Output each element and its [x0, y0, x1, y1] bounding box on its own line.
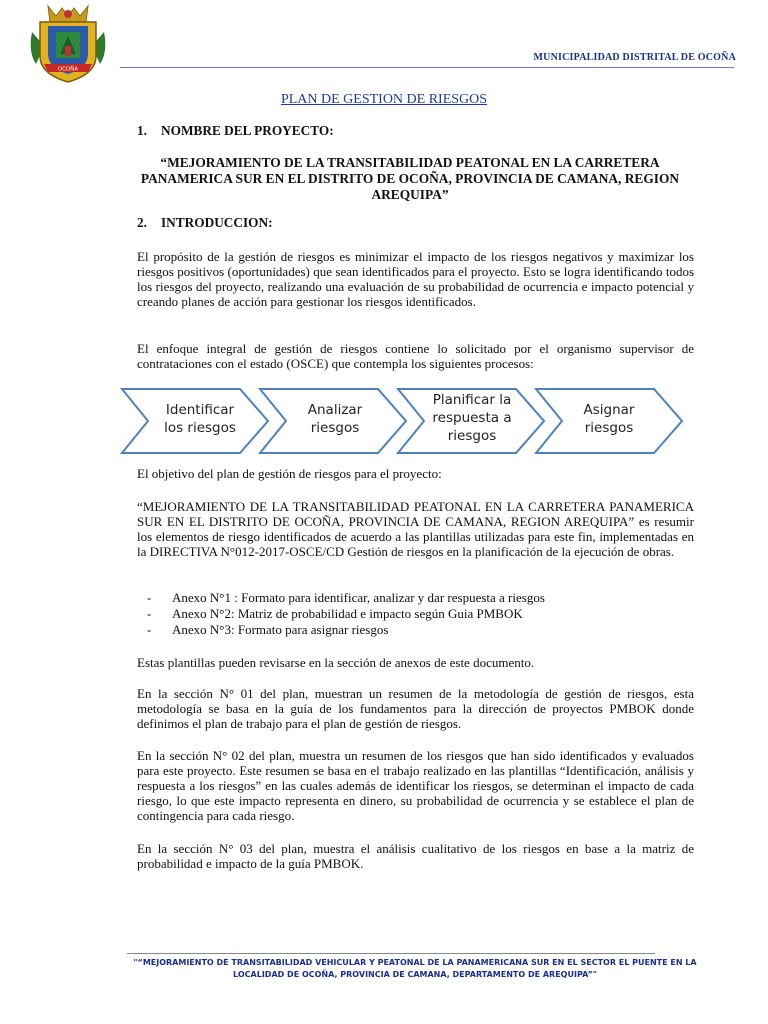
section-number: 2.	[137, 215, 147, 230]
section-01-paragraph: En la sección N° 01 del plan, muestran un resumen de la metodología de gestión de riesgos, esta metodología se basa en la guía de los fundamentos para la dirección de proyectos PMBOK donde definimos el plan de trabajo para el plan de gestión de riesgos.	[137, 686, 694, 731]
approach-paragraph: El enfoque integral de gestión de riesgos contiene lo solicitado por el organismo supervisor de contrataciones con el estado (OSCE) que contempla los siguientes procesos:	[137, 341, 694, 371]
header-divider	[120, 67, 734, 68]
section-title: NOMBRE DEL PROYECTO:	[161, 123, 334, 138]
municipal-crest-logo	[26, 2, 110, 86]
footer-divider	[127, 953, 655, 954]
section-02-paragraph: En la sección N° 02 del plan, muestra un resumen de los riesgos que han sido identificados y evaluados para este proyecto. Este resumen se basa en el trabajo realizado en las plantillas “Identificación, análisis y respuesta a los riesgos” en las cuales además de identificar los riesgos, se determinan el impacto de cada riesgo, lo que este impacto representa en dinero, su probabilidad de ocurrencia y se establece el plan de contingencia para cada riesgo.	[137, 748, 694, 823]
process-step-label: Planificar la	[432, 392, 512, 408]
process-step-label: respuesta a	[432, 410, 512, 426]
templates-paragraph: Estas plantillas pueden revisarse en la sección de anexos de este documento.	[137, 655, 535, 670]
process-step-label: riesgos	[584, 420, 634, 436]
process-step-analyze	[260, 389, 406, 453]
footer-project-title	[115, 957, 715, 981]
list-dash: -	[147, 590, 152, 605]
list-item	[137, 622, 694, 638]
objective-paragraph: El objetivo del plan de gestión de riesgos para el proyecto:	[137, 466, 442, 481]
list-item	[137, 590, 694, 606]
section-heading-introduction	[137, 215, 273, 231]
annex-list	[137, 590, 694, 638]
crest-label: OCOÑA	[57, 66, 79, 73]
process-step-label: Asignar	[583, 402, 635, 418]
municipality-header: MUNICIPALIDAD DISTRITAL DE OCOÑA	[533, 52, 736, 63]
annex-item-text: Anexo N°3: Formato para asignar riesgos	[172, 622, 389, 637]
section-03-paragraph: En la sección N° 03 del plan, muestra el análisis cualitativo de los riesgos en base a la matriz de probabilidad e impacto de la guía PMBOK.	[137, 841, 694, 871]
footer-line: LOCALIDAD DE OCOÑA, PROVINCIA DE CAMANA, DEPARTAMENTO DE AREQUIPA”"	[233, 970, 597, 979]
section-heading-project-name	[137, 123, 334, 139]
annex-item-text: Anexo N°1 : Formato para identificar, analizar y dar respuesta a riesgos	[172, 590, 545, 605]
process-step-label: Analizar	[307, 402, 363, 418]
annex-item-text: Anexo N°2: Matriz de probabilidad e impacto según Guia PMBOK	[172, 606, 523, 621]
process-step-assign	[536, 389, 682, 453]
process-step-label: riesgos	[310, 420, 360, 436]
project-name: “MEJORAMIENTO DE LA TRANSITABILIDAD PEATONAL EN LA CARRETERA PANAMERICA SUR EN EL DISTRITO DE OCOÑA, PROVINCIA DE CAMANA, REGION AREQUIPA”	[140, 155, 680, 202]
section-number: 1.	[137, 123, 147, 138]
process-step-plan-response	[398, 389, 544, 453]
footer-line: "“MEJORAMIENTO DE TRANSITABILIDAD VEHICULAR Y PEATONAL DE LA PANAMERICANA SUR EN EL SECTOR EL PUENTE EN LA	[133, 958, 697, 967]
section-title: INTRODUCCION:	[161, 215, 273, 230]
list-item	[137, 606, 694, 622]
process-step-label: riesgos	[447, 428, 497, 444]
objective-detail-paragraph: “MEJORAMIENTO DE LA TRANSITABILIDAD PEATONAL EN LA CARRETERA PANAMERICA SUR EN EL DISTRITO DE OCOÑA, PROVINCIA DE CAMANA, REGION AREQUIPA” es resumir los elementos de riesgo identificados de acuerdo a las plantillas utilizadas para este fin, implementadas en la DIRECTIVA N°012-2017-OSCE/CD Gestión de riesgos en la planificación de la ejecución de obras.	[137, 499, 694, 559]
process-step-label: Identificar	[165, 402, 235, 418]
intro-paragraph: El propósito de la gestión de riesgos es minimizar el impacto de los riesgos negativos y maximizar los riesgos positivos (oportunidades) que sean identificados para el proyecto. Esto se logra identificando todos los riesgos del proyecto, realizando una evaluación de su probabilidad de ocurrencia e impacto potencial y creando planes de acción para gestionar los riesgos identificados.	[137, 249, 694, 309]
list-dash: -	[147, 622, 152, 637]
list-dash: -	[147, 606, 152, 621]
risk-process-flow	[120, 385, 685, 457]
process-step-label: los riesgos	[164, 420, 236, 436]
document-title: PLAN DE GESTION DE RIESGOS	[280, 92, 488, 107]
process-step-identify	[122, 389, 268, 453]
